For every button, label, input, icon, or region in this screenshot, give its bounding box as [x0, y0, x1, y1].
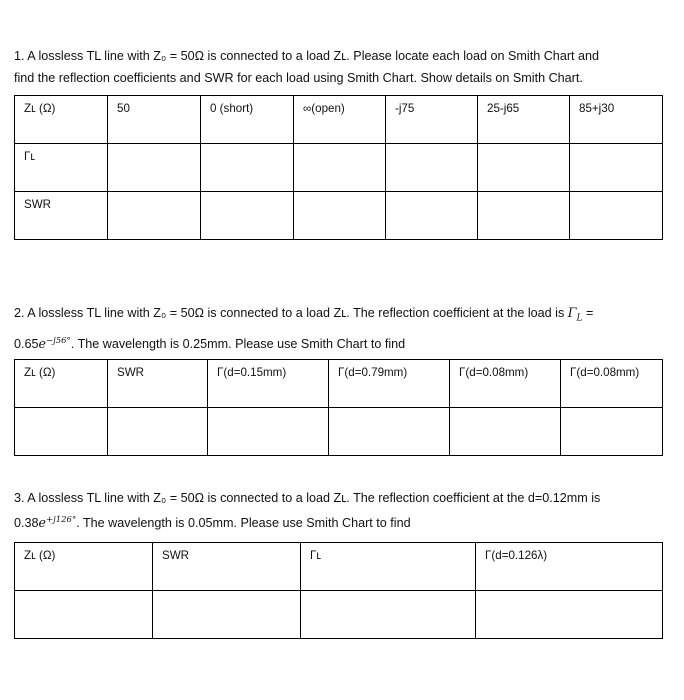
question-2-line-1 [14, 302, 664, 330]
exp-base: e [38, 335, 46, 351]
question-1-line-1: 1. A lossless TL line with Z₀ = 50Ω is connected to a load Zʟ. Please locate each load on Smith Chart and [14, 49, 600, 63]
answer-cell[interactable] [208, 408, 329, 456]
question-3-text [14, 487, 664, 534]
answer-cell[interactable] [329, 408, 450, 456]
header-cell: Zʟ (Ω) [15, 543, 153, 591]
header-cell: 0 (short) [201, 96, 294, 144]
header-cell: Γ(d=0.08mm) [450, 360, 561, 408]
answer-cell[interactable] [201, 144, 294, 192]
question-3-line-2 [14, 509, 664, 534]
equals-sign: = [582, 306, 594, 320]
header-cell: SWR [108, 360, 208, 408]
table-row [15, 192, 663, 240]
table-row [15, 408, 663, 456]
exp-base: e [38, 515, 46, 531]
answer-cell[interactable] [570, 144, 663, 192]
question-2-line-2 [14, 330, 664, 355]
answer-cell[interactable] [476, 591, 663, 639]
answer-cell[interactable] [108, 192, 201, 240]
header-cell: Γʟ [301, 543, 476, 591]
answer-cell[interactable] [301, 591, 476, 639]
question-2-line-1-text: 2. A lossless TL line with Z₀ = 50Ω is connected to a load Zʟ. The reflection coefficient at the load is [14, 306, 565, 320]
reflection-magnitude: 0.38 [14, 516, 39, 531]
header-cell: Γ(d=0.126λ) [476, 543, 663, 591]
question-2-text [14, 302, 664, 355]
header-cell: SWR [153, 543, 301, 591]
answer-cell[interactable] [478, 144, 570, 192]
gamma-l-symbol: $\Gamma_L$ [567, 305, 583, 324]
answer-cell[interactable] [15, 591, 153, 639]
answer-cell[interactable] [561, 408, 663, 456]
exp-phase: +j126° [45, 515, 77, 525]
question-2-line-2-text: . The wavelength is 0.25mm. Please use Smith Chart to find [70, 336, 406, 351]
table-header-row [15, 360, 663, 408]
question-2-table [14, 359, 663, 456]
exp-phase: −j56° [45, 335, 71, 346]
question-3-line-2-text: . The wavelength is 0.05mm. Please use Smith Chart to find [76, 516, 411, 531]
answer-cell[interactable] [386, 144, 478, 192]
answer-cell[interactable] [108, 144, 201, 192]
answer-cell[interactable] [294, 192, 386, 240]
answer-cell[interactable] [294, 144, 386, 192]
question-1-line-2: find the reflection coefficients and SWR for each load using Smith Chart. Show details on Smith Chart. [14, 71, 583, 85]
answer-cell[interactable] [450, 408, 561, 456]
header-cell: Γ(d=0.08mm) [561, 360, 663, 408]
header-cell: Γ(d=0.79mm) [329, 360, 450, 408]
header-cell: 85+j30 [570, 96, 663, 144]
row-label: SWR [15, 192, 108, 240]
header-cell: 50 [108, 96, 201, 144]
reflection-magnitude: 0.65 [14, 336, 39, 351]
table-row [15, 144, 663, 192]
table-header-row [15, 543, 663, 591]
question-1-text [14, 45, 664, 89]
answer-cell[interactable] [386, 192, 478, 240]
question-3-table [14, 542, 663, 639]
table-row [15, 591, 663, 639]
header-cell: Zʟ (Ω) [15, 360, 108, 408]
question-3-line-1: 3. A lossless TL line with Z₀ = 50Ω is connected to a load Zʟ. The reflection coefficient at the d=0.12mm is [14, 491, 601, 505]
answer-cell[interactable] [478, 192, 570, 240]
header-cell: ∞(open) [294, 96, 386, 144]
row-label: Γʟ [15, 144, 108, 192]
answer-cell[interactable] [153, 591, 301, 639]
table-header-row [15, 96, 663, 144]
header-cell: -j75 [386, 96, 478, 144]
header-cell: 25-j65 [478, 96, 570, 144]
header-cell: Γ(d=0.15mm) [208, 360, 329, 408]
answer-cell[interactable] [570, 192, 663, 240]
answer-cell[interactable] [201, 192, 294, 240]
header-cell: Zʟ (Ω) [15, 96, 108, 144]
question-1-table [14, 95, 663, 240]
answer-cell[interactable] [108, 408, 208, 456]
answer-cell[interactable] [15, 408, 108, 456]
